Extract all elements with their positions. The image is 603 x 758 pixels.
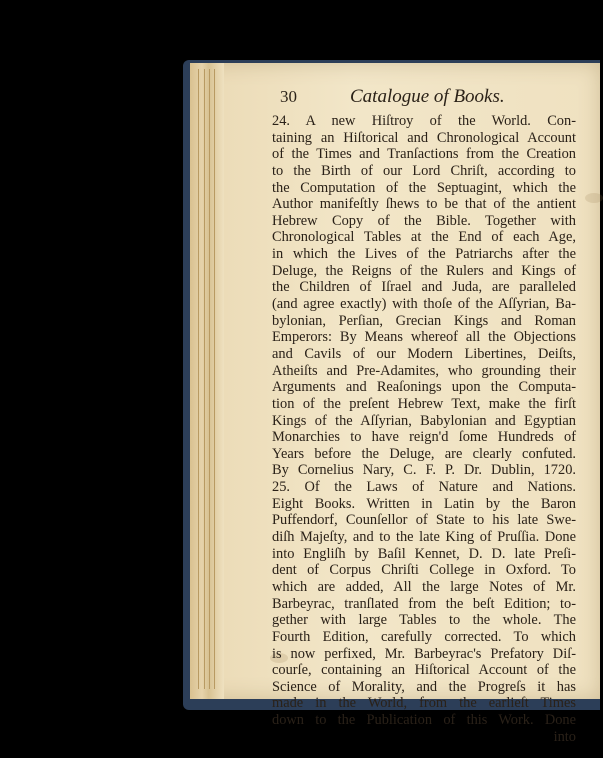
catchword: into xyxy=(553,728,576,745)
page-header xyxy=(280,87,580,109)
text-line: which are added, All the large Notes of Mr. xyxy=(272,578,576,595)
page-number: 30 xyxy=(280,87,297,106)
text-line: Eight Books. Written in Latin by the Baron xyxy=(272,495,576,512)
text-line: Arguments and Reaſonings upon the Computa- xyxy=(272,379,576,396)
text-line: to the Birth of our Lord Chriſt, according to xyxy=(272,162,576,179)
catalogue-text xyxy=(272,113,576,745)
text-line: 25. Of the Laws of Nature and Nations. xyxy=(272,479,576,496)
text-line: in which the Lives of the Patriarchs after the xyxy=(272,246,576,263)
text-line: down to the Publication of this Work. Done xyxy=(272,712,576,729)
text-line: is now perfixed, Mr. Barbeyrac's Prefatory Diſ- xyxy=(272,645,576,662)
text-line: of the Times and Tranſactions from the Creation xyxy=(272,146,576,163)
text-line: bylonian, Perſian, Grecian Kings and Roman xyxy=(272,312,576,329)
text-line: and Cavils of our Modern Libertines, Deiſts, xyxy=(272,345,576,362)
text-line: the Computation of the Septuagint, which the xyxy=(272,179,576,196)
text-line: gether with large Tables to the whole. The xyxy=(272,612,576,629)
text-line: Monarchies to have reign'd ſome Hundreds of xyxy=(272,429,576,446)
text-line: Chronological Tables at the End of each Age, xyxy=(272,229,576,246)
text-line: diſh Majeſty, and to the late King of Pruſſia. Done xyxy=(272,529,576,546)
text-line: Emperors: By Means whereof all the Objections xyxy=(272,329,576,346)
text-line: Kings of the Aſſyrian, Babylonian and Egyptian xyxy=(272,412,576,429)
text-line: taining an Hiſtorical and Chronological Account xyxy=(272,129,576,146)
text-line: 24. A new Hiſtroy of the World. Con- xyxy=(272,113,576,129)
text-line: Atheiſts and Pre-Adamites, who grounding their xyxy=(272,362,576,379)
text-line: Barbeyrac, tranſlated from the beſt Edition; to- xyxy=(272,595,576,612)
page-gutter xyxy=(190,63,224,699)
text-line: Science of Morality, and the Progreſs it has xyxy=(272,678,576,695)
text-line: courſe, containing an Hiſtorical Account of the xyxy=(272,662,576,679)
text-line: Hebrew Copy of the Bible. Together with xyxy=(272,212,576,229)
text-line: into Engliſh by Baſil Kennet, D. D. late Preſi- xyxy=(272,545,576,562)
book-page xyxy=(190,63,600,745)
text-line: made in the World, from the earlieſt Times xyxy=(272,695,576,712)
text-line: Fourth Edition, carefully corrected. To which xyxy=(272,628,576,645)
text-line: Deluge, the Reigns of the Rulers and Kings of xyxy=(272,262,576,279)
text-line: tion of the preſent Hebrew Text, make the firſt xyxy=(272,395,576,412)
running-title: Catalogue of Books. xyxy=(350,86,505,107)
text-line: the Children of Iſrael and Juda, are paralleled xyxy=(272,279,576,296)
text-line: dent of Corpus Chriſti College in Oxford. To xyxy=(272,562,576,579)
text-line: Author manifeſtly ſhews to be that of the antient xyxy=(272,196,576,213)
text-line: Years before the Deluge, are clearly confuted. xyxy=(272,445,576,462)
text-line: By Cornelius Nary, C. F. P. Dr. Dublin, 1720. xyxy=(272,462,576,479)
text-line: (and agree exactly) with thoſe of the Aſſyrian, Ba- xyxy=(272,296,576,313)
text-line: Puffendorf, Counſellor of State to his late Swe- xyxy=(272,512,576,529)
